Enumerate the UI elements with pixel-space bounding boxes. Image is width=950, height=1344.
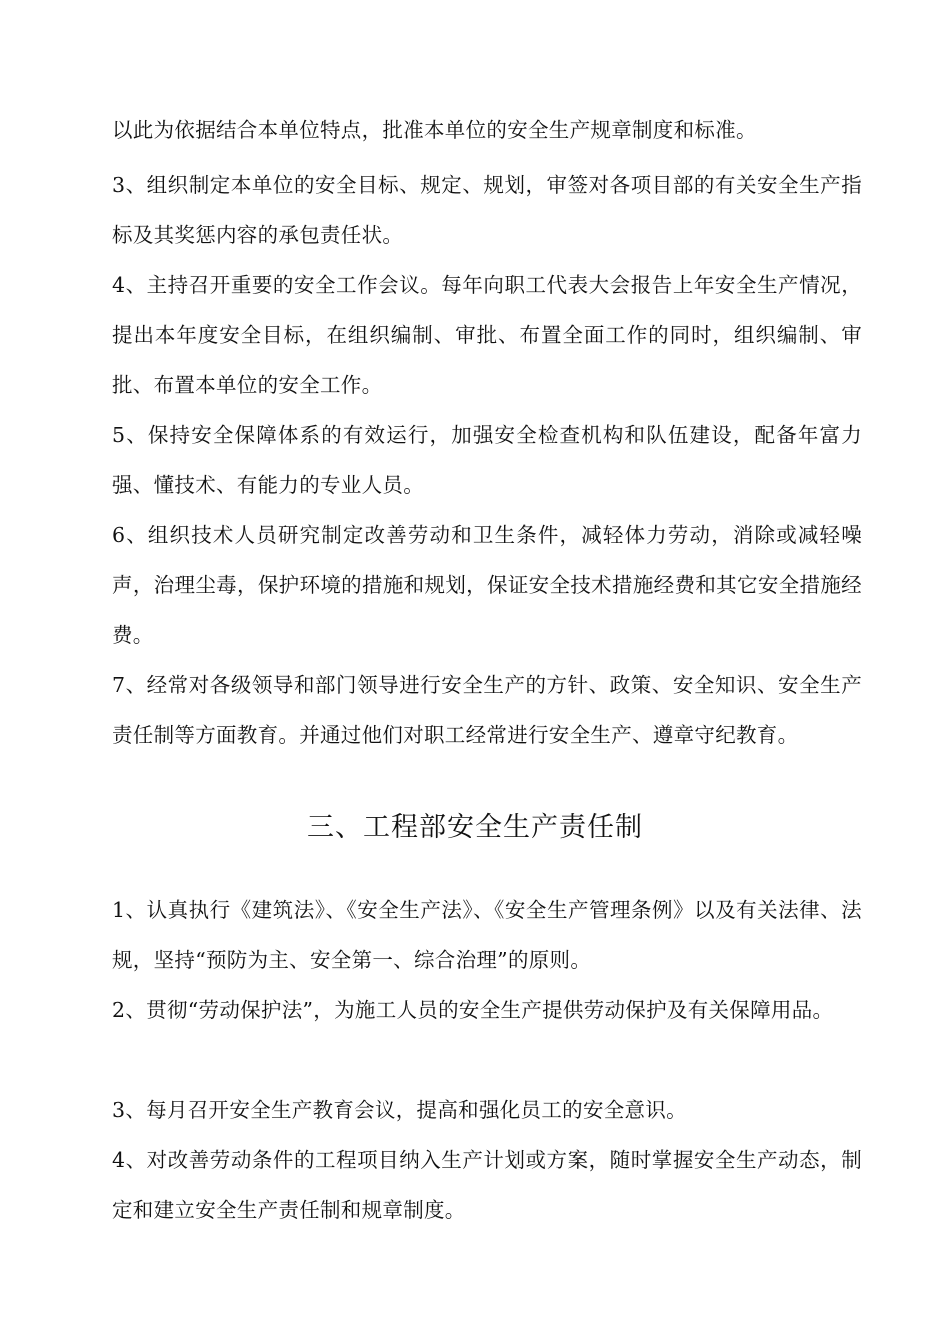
paragraph-section3-item-3: 3、每月召开安全生产教育会议，提高和强化员工的安全意识。: [112, 1098, 687, 1122]
paragraph-section3-item-1: 1、认真执行《建筑法》、《安全生产法》、《安全生产管理条例》以及有关法律、法规，坚持“预防为主、安全第一、综合治理”的原则。: [112, 898, 862, 972]
paragraph-item-3: 3、组织制定本单位的安全目标、规定、规划，审签对各项目部的有关安全生产指标及其奖惩内容的承包责任状。: [112, 173, 862, 247]
paragraph-item-5: 5、保持安全保障体系的有效运行，加强安全检查机构和队伍建设，配备年富力强、懂技术、有能力的专业人员。: [112, 423, 862, 497]
paragraph-section3-item-2: 2、贯彻“劳动保护法”，为施工人员的安全生产提供劳动保护及有关保障用品。: [112, 998, 834, 1022]
paragraph-item-4: 4、主持召开重要的安全工作会议。每年向职工代表大会报告上年安全生产情况，提出本年度安全目标，在组织编制、审批、布置全面工作的同时，组织编制、审批、布置本单位的安全工作。: [112, 273, 862, 397]
paragraph-item-7: 7、经常对各级领导和部门领导进行安全生产的方针、政策、安全知识、安全生产责任制等方面教育。并通过他们对职工经常进行安全生产、遵章守纪教育。: [112, 673, 862, 747]
section-heading: 三、工程部安全生产责任制: [307, 812, 643, 843]
paragraph-item-6: 6、组织技术人员研究制定改善劳动和卫生条件，减轻体力劳动，消除或减轻噪声，治理尘毒，保护环境的措施和规划，保证安全技术措施经费和其它安全措施经费。: [112, 523, 862, 647]
paragraph-section3-item-4: 4、对改善劳动条件的工程项目纳入生产计划或方案，随时掌握安全生产动态，制定和建立安全生产责任制和规章制度。: [112, 1148, 862, 1222]
paragraph-approve-rules: 以此为依据结合本单位特点，批准本单位的安全生产规章制度和标准。: [112, 118, 757, 142]
